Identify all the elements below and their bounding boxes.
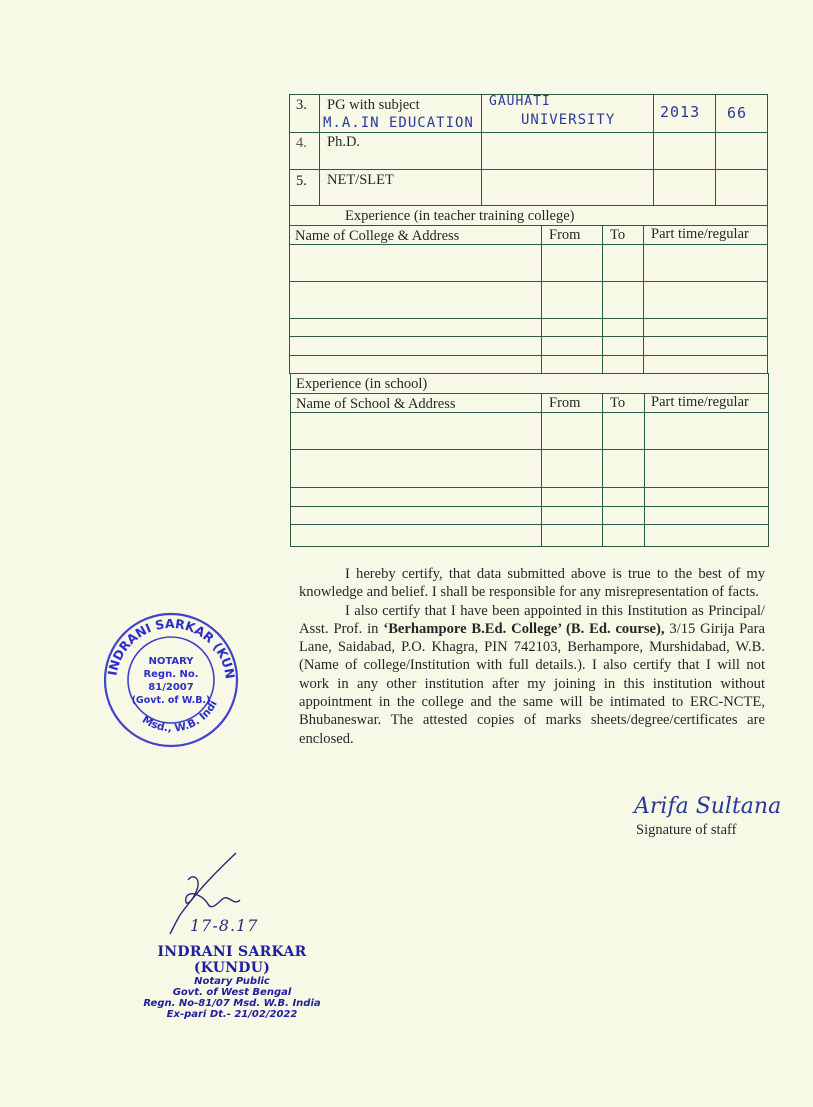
row-number: 5. <box>296 173 307 189</box>
column-header: Name of School & Address <box>296 396 456 412</box>
seal-center-line: (Govt. of W.B.) <box>131 695 211 706</box>
year-handwritten: 2013 <box>660 103 701 121</box>
row-label: NET/SLET <box>327 172 394 188</box>
row-number: 4. <box>296 135 307 151</box>
section-title: Experience (in school) <box>296 376 428 392</box>
university-handwritten: UNIVERSITY <box>521 112 616 128</box>
notary-seal-graphic <box>96 605 246 755</box>
notary-name: INDRANI SARKAR (KUNDU) <box>157 944 307 976</box>
notary-seal <box>96 605 246 755</box>
notary-line: Ex-pari Dt.- 21/02/2022 <box>166 1009 298 1020</box>
seal-center-line: Regn. No. <box>143 669 199 680</box>
notary-block <box>127 944 337 1020</box>
notary-date-handwritten: 17-8.17 <box>190 916 259 935</box>
college-name: ‘Berhampore B.Ed. College’ (B. Ed. course), <box>383 620 665 637</box>
column-header: To <box>610 395 626 411</box>
row-number: 3. <box>296 97 307 113</box>
handwritten-signature: Arifa Sultana <box>634 794 782 819</box>
seal-ring-bottom: Msd., W.B. Indi <box>139 698 220 735</box>
declaration-text <box>299 565 765 748</box>
notary-line: Notary Public <box>194 976 270 987</box>
column-header: Part time/regular <box>651 226 749 242</box>
seal-center-line: 81/2007 <box>148 682 194 693</box>
column-header: From <box>549 227 581 243</box>
row-label: Ph.D. <box>327 134 361 150</box>
percent-handwritten: 66 <box>727 104 748 122</box>
row-label: PG with subject <box>327 97 420 113</box>
signature-label: Signature of staff <box>636 822 737 838</box>
seal-center-line: NOTARY <box>148 656 194 667</box>
university-handwritten: GAUHATI <box>489 94 551 109</box>
notary-line: Regn. No-81/07 Msd. W.B. India <box>143 998 321 1009</box>
column-header: To <box>610 227 626 243</box>
section-title: Experience (in teacher training college) <box>345 208 575 224</box>
column-header: Name of College & Address <box>295 228 460 244</box>
column-header: From <box>549 395 581 411</box>
seal-ring-text: INDRANI SARKAR (KUN <box>104 615 238 680</box>
declaration-paragraph-2: I also certify that I have been appointed in this Institution as Principal/ Asst. Prof. in ‘Berhampore B.Ed. College’ (B. Ed. course), 3/15 Girija Para Lane, Saidabad, P.O. Khagra, PIN 742103, Berhampore, Murshidabad, W.B. (Name of college/Institution with full details.). I also certify that I will not work in any other institution after my joining in this institution without appointment in the college and the same will be intimated to ERC-NCTE, Bhubaneswar. The attested copies of marks sheets/degree/certificates are enclosed. <box>299 602 766 747</box>
column-header: Part time/regular <box>651 394 749 410</box>
notary-line: Govt. of West Bengal <box>172 987 292 998</box>
pg-subject-handwritten: M.A.IN EDUCATION <box>323 115 474 131</box>
declaration-paragraph-1: I hereby certify, that data submitted above is true to the best of my knowledge and belief. I shall be responsible for any misrepresentation of facts. <box>299 566 765 601</box>
